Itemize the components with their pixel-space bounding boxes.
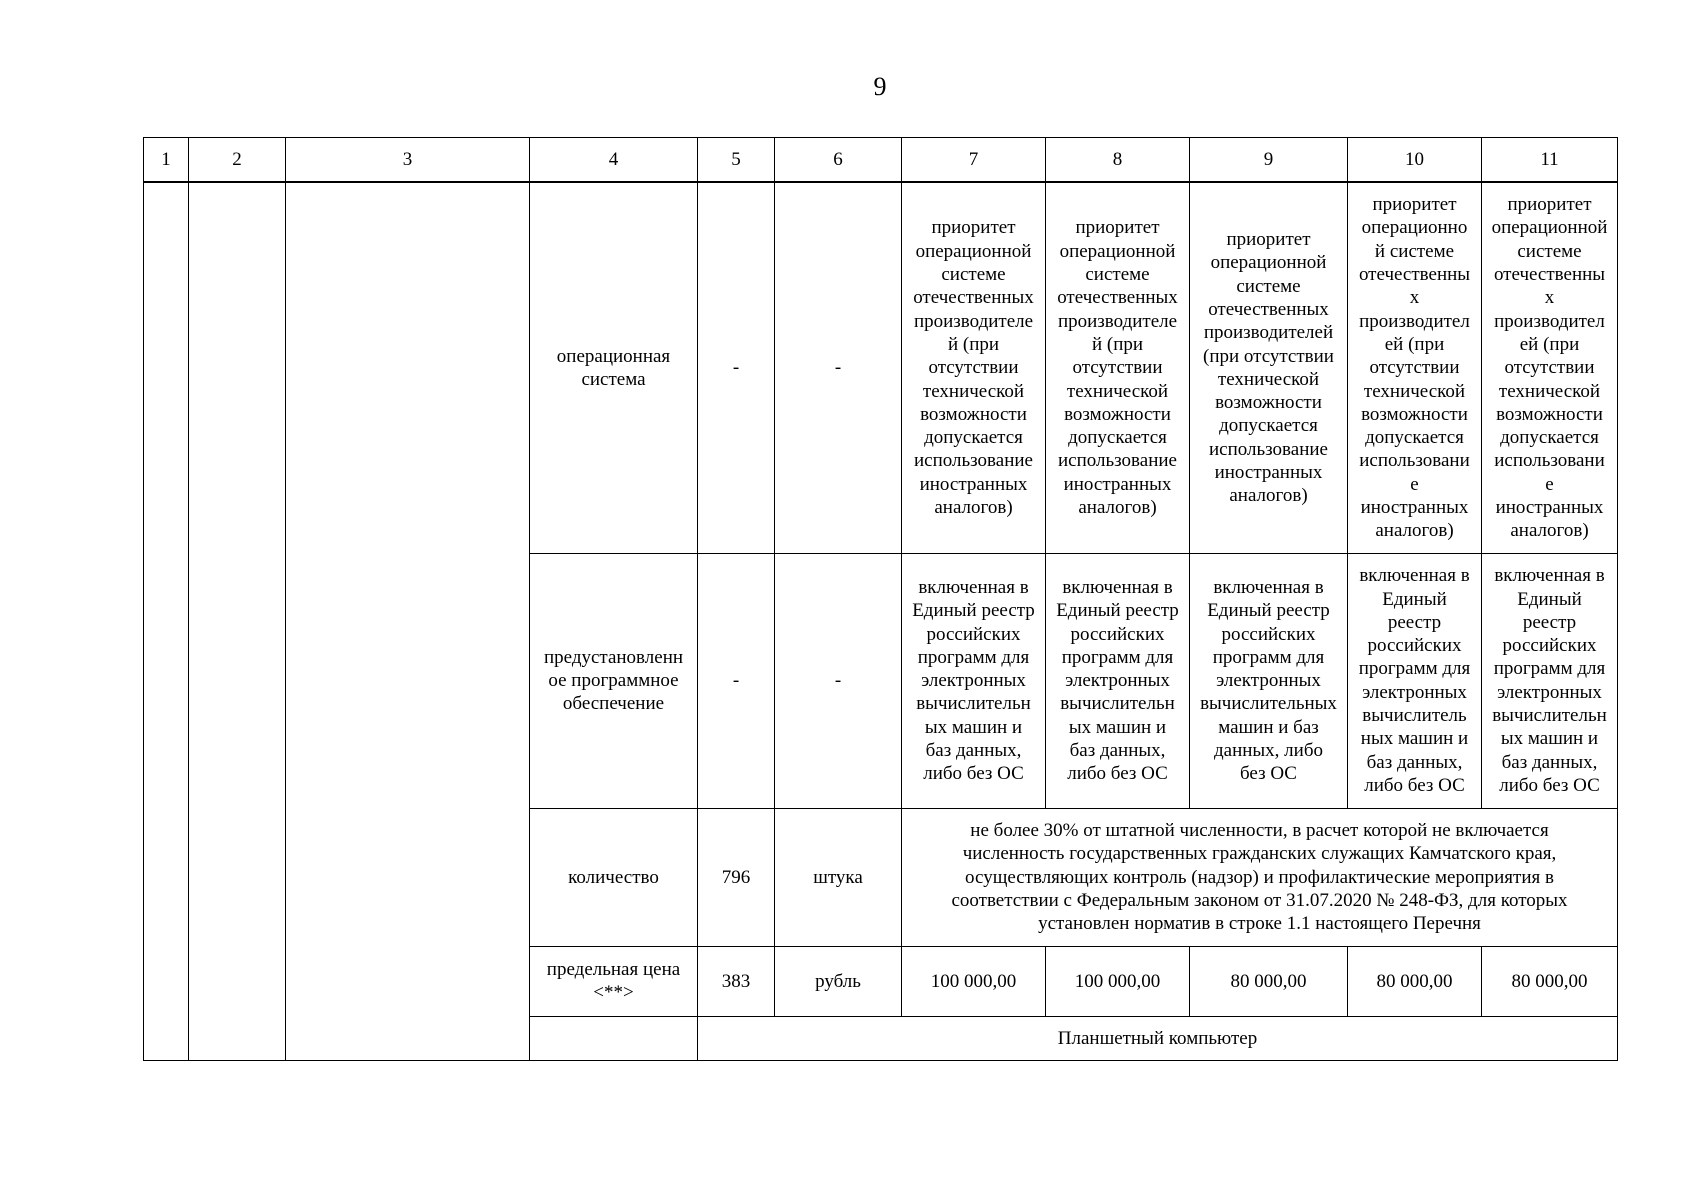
unit-code: 796 (698, 808, 775, 946)
characteristic-label (530, 1016, 698, 1060)
header-row (144, 138, 1618, 183)
empty-cell-col1 (144, 182, 189, 1060)
unit-code: 383 (698, 946, 775, 1016)
value-cell: включенная в Единый реестр российских программ для электронных вычислительн ых машин и баз данных, либо без ОС (902, 553, 1046, 808)
characteristic-label: предустановленн ое программное обеспечение (530, 553, 698, 808)
value-cell: приоритет операционной системе отечественных производителей (при отсутствии технической возможности допускается использование иностранных аналогов) (1190, 182, 1348, 553)
value-cell: включенная в Единый реестр российских программ для электронных вычислитель ных машин и баз данных, либо без ОС (1348, 553, 1482, 808)
unit-name: - (775, 182, 902, 553)
header-cell-10: 10 (1348, 138, 1482, 183)
empty-cell-col2 (189, 182, 286, 1060)
header-cell-11: 11 (1482, 138, 1618, 183)
table-row-os (144, 182, 1618, 553)
unit-name: - (775, 553, 902, 808)
value-cell: приоритет операционной системе отечественны х производител ей (при отсутствии технической возможности допускается использовани е иностранных аналогов) (1482, 182, 1618, 553)
value-cell: включенная в Единый реестр российских программ для электронных вычислительных машин и баз данных, либо без ОС (1190, 553, 1348, 808)
unit-code: - (698, 553, 775, 808)
characteristic-label: количество (530, 808, 698, 946)
header-cell-2: 2 (189, 138, 286, 183)
value-cell: 80 000,00 (1190, 946, 1348, 1016)
value-cell: включенная в Единый реестр российских программ для электронных вычислительн ых машин и баз данных, либо без ОС (1482, 553, 1618, 808)
header-cell-3: 3 (286, 138, 530, 183)
unit-name: штука (775, 808, 902, 946)
header-cell-9: 9 (1190, 138, 1348, 183)
value-cell: включенная в Единый реестр российских программ для электронных вычислительн ых машин и баз данных, либо без ОС (1046, 553, 1190, 808)
value-cell: 100 000,00 (1046, 946, 1190, 1016)
header-cell-5: 5 (698, 138, 775, 183)
merged-value-cell: не более 30% от штатной численности, в расчет которой не включается численность государственных гражданских служащих Камчатского края, осуществляющих контроль (надзор) и профилактические мероприятия в соответствии с Федеральным законом от 31.07.2020 № 248-ФЗ, для которых установлен норматив в строке 1.1 настоящего Перечня (902, 808, 1618, 946)
characteristic-label: операционная система (530, 182, 698, 553)
value-cell: 80 000,00 (1348, 946, 1482, 1016)
header-cell-1: 1 (144, 138, 189, 183)
characteristic-label: предельная цена <**> (530, 946, 698, 1016)
section-title-cell: Планшетный компьютер (698, 1016, 1618, 1060)
value-cell: приоритет операционной системе отечественных производителе й (при отсутствии технической возможности допускается использование иностранных аналогов) (1046, 182, 1190, 553)
header-cell-4: 4 (530, 138, 698, 183)
value-cell: 80 000,00 (1482, 946, 1618, 1016)
value-cell: приоритет операционно й системе отечественны х производител ей (при отсутствии технической возможности допускается использовани е иностранных аналогов) (1348, 182, 1482, 553)
value-cell: 100 000,00 (902, 946, 1046, 1016)
requirements-table (143, 137, 1618, 1061)
header-cell-7: 7 (902, 138, 1046, 183)
empty-cell-col3 (286, 182, 530, 1060)
page-number: 9 (873, 72, 887, 101)
value-cell: приоритет операционной системе отечественных производителе й (при отсутствии технической возможности допускается использование иностранных аналогов) (902, 182, 1046, 553)
unit-code: - (698, 182, 775, 553)
unit-name: рубль (775, 946, 902, 1016)
header-cell-6: 6 (775, 138, 902, 183)
header-cell-8: 8 (1046, 138, 1190, 183)
